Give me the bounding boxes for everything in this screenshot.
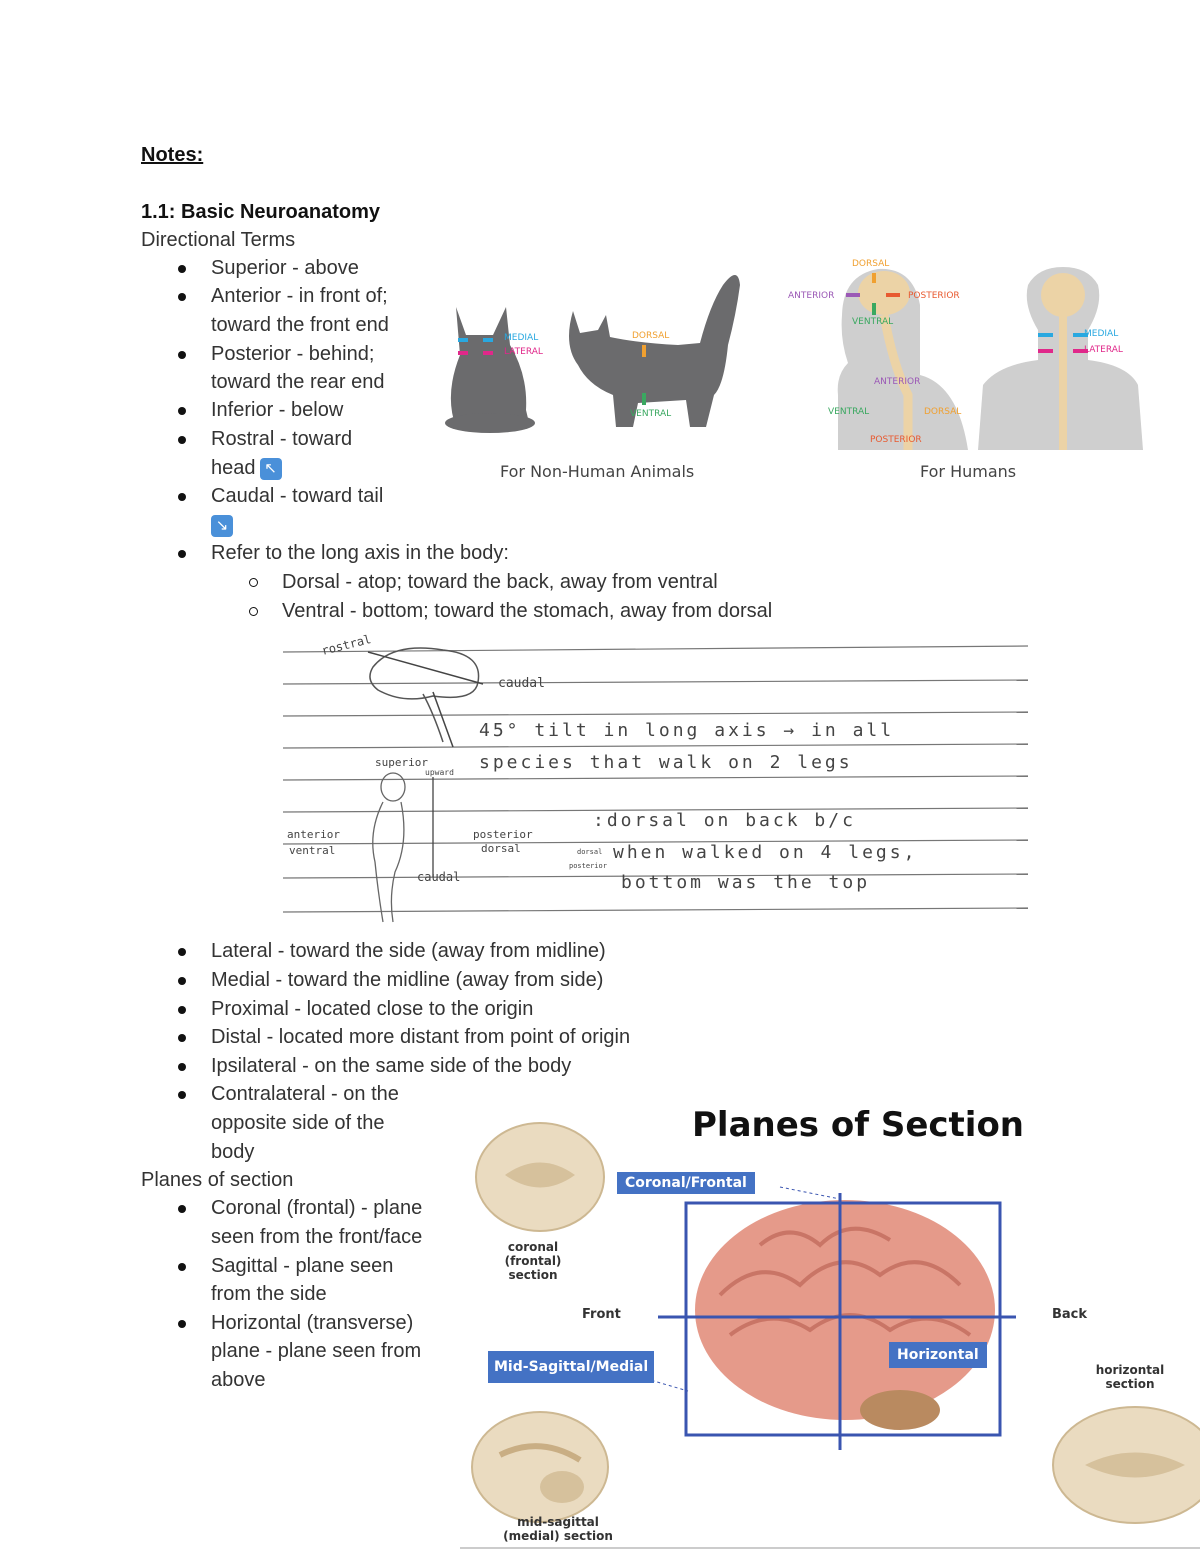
hw-dorsal: dorsal — [481, 842, 521, 855]
planes-of-section-figure — [460, 1095, 1200, 1550]
list-item-cont: seen from the front/face — [211, 1226, 423, 1248]
bullet — [178, 293, 186, 301]
hw-rostral: rostral — [320, 632, 373, 658]
dorsal-label: DORSAL — [632, 331, 670, 341]
list-item: Anterior - in front of; — [211, 285, 388, 307]
standing-cat-illustration — [569, 275, 740, 427]
list-item: Posterior - behind; — [211, 343, 375, 365]
caption-humans: For Humans — [920, 462, 1017, 481]
list-item-cont: above — [211, 1369, 266, 1391]
directional-terms-illustration — [438, 245, 1158, 455]
sub-bullet — [249, 607, 258, 616]
hw-upward: upward — [425, 768, 454, 777]
list-item: Lateral - toward the side (away from midline) — [211, 940, 606, 962]
arrow-down-right-icon: ↘ — [211, 515, 233, 537]
hw-dorsal-note: :dorsal on back b/c — [593, 810, 856, 831]
dorsal-label-human: DORSAL — [852, 259, 890, 269]
bullet — [178, 1063, 186, 1071]
bullet — [178, 1091, 186, 1099]
medial-label-human: MEDIAL — [1084, 329, 1119, 339]
dorsal-label-spine: DORSAL — [924, 407, 962, 417]
brain-image — [695, 1200, 995, 1430]
hw-superior: superior — [375, 756, 428, 769]
arrow-up-left-icon: ↖ — [260, 458, 282, 480]
horizontal-tag: Horizontal — [889, 1342, 987, 1368]
horizontal-caption — [1080, 1363, 1180, 1391]
sagittal-caption-line: mid-sagittal — [517, 1515, 599, 1529]
posterior-label-spine: POSTERIOR — [870, 435, 922, 445]
hw-anterior: anterior — [287, 828, 340, 841]
lateral-label-human: LATERAL — [1084, 345, 1123, 355]
bullet — [178, 948, 186, 956]
hw-posterior-small: posterior — [569, 862, 607, 870]
bullet — [178, 1034, 186, 1042]
bullet — [178, 265, 186, 273]
bullet — [178, 1006, 186, 1014]
list-item-cont: toward the front end — [211, 314, 389, 336]
human-back-illustration — [978, 267, 1143, 450]
list-item-cont: body — [211, 1141, 255, 1163]
list-item-cont: from the side — [211, 1283, 327, 1305]
list-item-cont — [211, 511, 233, 540]
list-item: Refer to the long axis in the body: — [211, 542, 509, 564]
notes-heading: Notes: — [141, 144, 204, 166]
sub-list-item: Ventral - bottom; toward the stomach, away from dorsal — [282, 600, 773, 622]
list-item: Rostral - toward — [211, 428, 353, 450]
list-item-cont: opposite side of the — [211, 1112, 385, 1134]
coronal-caption — [478, 1240, 588, 1282]
bullet — [178, 436, 186, 444]
list-item: Medial - toward the midline (away from side) — [211, 969, 604, 991]
hw-line3: when walked on 4 legs, — [613, 842, 918, 863]
ventral-label: VENTRAL — [630, 409, 672, 419]
sitting-cat-illustration — [445, 307, 535, 433]
list-item: Sagittal - plane seen — [211, 1255, 394, 1277]
hw-caudal: caudal — [498, 676, 545, 691]
figure-title: Planes of Section — [692, 1105, 1025, 1145]
posterior-label-human: POSTERIOR — [908, 291, 960, 301]
list-item: Distal - located more distant from point of origin — [211, 1026, 631, 1048]
hw-ventral: ventral — [289, 844, 336, 857]
bullet — [178, 351, 186, 359]
directional-terms-figure — [438, 245, 1158, 490]
coronal-caption-line: section — [508, 1268, 558, 1282]
front-label: Front — [582, 1307, 621, 1322]
sub-bullet — [249, 578, 258, 587]
hw-caudal2: caudal — [417, 870, 461, 884]
planes-illustration — [460, 1095, 1200, 1550]
coronal-caption-line: coronal (frontal) — [504, 1240, 562, 1268]
list-item: Proximal - located close to the origin — [211, 998, 534, 1020]
bullet — [178, 1263, 186, 1271]
bullet — [178, 407, 186, 415]
anterior-label-human: ANTERIOR — [788, 291, 835, 301]
section-title: 1.1: Basic Neuroanatomy — [141, 201, 380, 223]
list-item: Horizontal (transverse) — [211, 1312, 414, 1334]
list-item: Contralateral - on the — [211, 1083, 399, 1105]
list-item: Inferior - below — [211, 399, 344, 421]
medial-label: MEDIAL — [504, 333, 539, 343]
bullet — [178, 1320, 186, 1328]
list-item-cont: plane - plane seen from — [211, 1340, 422, 1362]
ventral-label-spine: VENTRAL — [828, 407, 870, 417]
planes-heading: Planes of section — [141, 1169, 294, 1191]
list-item-cont — [211, 454, 282, 483]
list-item: Coronal (frontal) - plane — [211, 1197, 423, 1219]
coronal-section-image — [476, 1123, 604, 1231]
directional-terms-heading: Directional Terms — [141, 229, 296, 251]
sagittal-caption — [498, 1515, 618, 1543]
caption-animals: For Non-Human Animals — [500, 462, 695, 481]
list-item-text: head — [211, 457, 256, 479]
hw-posterior: posterior — [473, 828, 533, 841]
horizontal-caption-line: section — [1105, 1377, 1155, 1391]
anterior-label-spine: ANTERIOR — [874, 377, 921, 387]
bullet — [178, 977, 186, 985]
bullet — [178, 493, 186, 501]
hw-line1: 45° tilt in long axis → in all — [479, 720, 895, 741]
horizontal-caption-line: horizontal — [1095, 1363, 1165, 1377]
hw-line4: bottom was the top — [621, 872, 871, 893]
sagittal-caption-line: (medial) section — [503, 1529, 613, 1543]
bullet — [178, 550, 186, 558]
hw-line2: species that walk on 2 legs — [479, 752, 853, 773]
lateral-label: LATERAL — [504, 347, 543, 357]
list-item: Caudal - toward tail — [211, 485, 384, 507]
list-item-cont: toward the rear end — [211, 371, 385, 393]
horizontal-section-image — [1053, 1407, 1200, 1523]
list-item: Superior - above — [211, 257, 359, 279]
handwritten-notes-image — [283, 632, 1028, 930]
mid-sagittal-tag: Mid-Sagittal/Medial — [488, 1351, 654, 1383]
bullet — [178, 1205, 186, 1213]
mid-sagittal-section-image — [472, 1412, 608, 1522]
ventral-label-human: VENTRAL — [852, 317, 894, 327]
coronal-frontal-tag: Coronal/Frontal — [617, 1172, 755, 1194]
hw-dorsal-small: dorsal — [577, 848, 603, 856]
list-item: Ipsilateral - on the same side of the body — [211, 1055, 572, 1077]
sub-list-item: Dorsal - atop; toward the back, away from ventral — [282, 571, 718, 593]
back-label: Back — [1052, 1307, 1088, 1322]
